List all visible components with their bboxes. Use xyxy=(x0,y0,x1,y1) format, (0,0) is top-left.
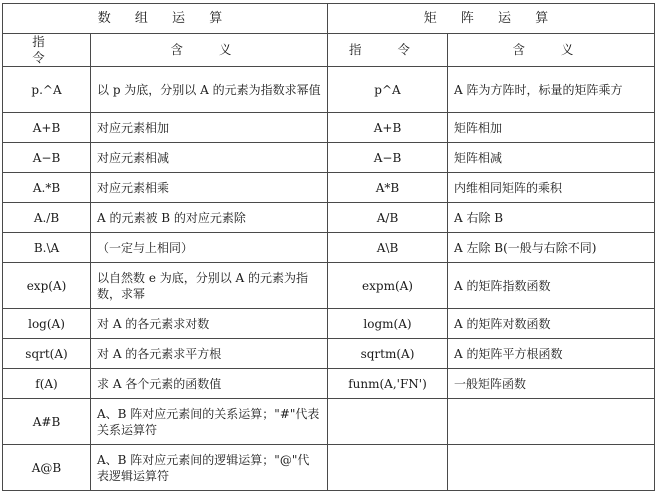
cell-command: f(A) xyxy=(3,369,91,399)
cell-meaning-2: 矩阵相减 xyxy=(448,143,655,173)
cell-command: A+B xyxy=(3,113,91,143)
cell-meaning-2: A 阵为方阵时，标量的矩阵乘方 xyxy=(448,67,655,113)
table-row xyxy=(3,173,655,203)
cell-meaning: 以 p 为底，分别以 A 的元素为指数求幂值 xyxy=(91,67,328,113)
cell-command: A#B xyxy=(3,399,91,445)
cell-command: A@B xyxy=(3,445,91,491)
group-header-row xyxy=(3,4,655,34)
cell-command-2: A*B xyxy=(328,173,448,203)
cell-command-2 xyxy=(328,399,448,445)
group-array-ops: 数 组 运 算 xyxy=(3,4,328,34)
cell-command-2 xyxy=(328,445,448,491)
operations-table xyxy=(2,3,655,491)
table-row xyxy=(3,233,655,263)
cell-meaning: 对应元素相乘 xyxy=(91,173,328,203)
cell-meaning-2: A 的矩阵平方根函数 xyxy=(448,339,655,369)
cell-command: p.^A xyxy=(3,67,91,113)
table-container xyxy=(2,3,655,491)
table-row xyxy=(3,445,655,491)
cell-meaning: 对 A 的各元素求平方根 xyxy=(91,339,328,369)
cell-command-2: p^A xyxy=(328,67,448,113)
cell-command-2: A/B xyxy=(328,203,448,233)
column-header-row xyxy=(3,34,655,67)
cell-meaning-2 xyxy=(448,445,655,491)
cell-command: exp(A) xyxy=(3,263,91,309)
cell-meaning: A 的元素被 B 的对应元素除 xyxy=(91,203,328,233)
table-row xyxy=(3,399,655,445)
cell-meaning-2 xyxy=(448,399,655,445)
cell-meaning-2: A 的矩阵指数函数 xyxy=(448,263,655,309)
column-meaning: 含 义 xyxy=(91,34,328,67)
cell-meaning-2: A 右除 B xyxy=(448,203,655,233)
cell-command: log(A) xyxy=(3,309,91,339)
cell-command: sqrt(A) xyxy=(3,339,91,369)
column-command-2: 指 令 xyxy=(328,34,448,67)
cell-meaning: 以自然数 e 为底，分别以 A 的元素为指数，求幂 xyxy=(91,263,328,309)
cell-meaning-2: A 的矩阵对数函数 xyxy=(448,309,655,339)
cell-command-2: A\B xyxy=(328,233,448,263)
cell-command: A./B xyxy=(3,203,91,233)
cell-meaning: A、B 阵对应元素间的关系运算；"#"代表关系运算符 xyxy=(91,399,328,445)
cell-meaning: A、B 阵对应元素间的逻辑运算；"@"代表逻辑运算符 xyxy=(91,445,328,491)
table-row xyxy=(3,143,655,173)
cell-meaning: （一定与上相同） xyxy=(91,233,328,263)
cell-command: A−B xyxy=(3,143,91,173)
cell-command-2: logm(A) xyxy=(328,309,448,339)
group-matrix-ops: 矩 阵 运 算 xyxy=(328,4,655,34)
column-meaning-2: 含 义 xyxy=(448,34,655,67)
cell-meaning: 对 A 的各元素求对数 xyxy=(91,309,328,339)
cell-meaning-2: 内维相同矩阵的乘积 xyxy=(448,173,655,203)
table-row xyxy=(3,67,655,113)
cell-command-2: expm(A) xyxy=(328,263,448,309)
cell-command-2: A+B xyxy=(328,113,448,143)
table-row xyxy=(3,203,655,233)
table-row xyxy=(3,113,655,143)
cell-command-2: funm(A,'FN') xyxy=(328,369,448,399)
cell-meaning: 对应元素相加 xyxy=(91,113,328,143)
cell-command: A.*B xyxy=(3,173,91,203)
table-row xyxy=(3,309,655,339)
cell-meaning-2: 一般矩阵函数 xyxy=(448,369,655,399)
table-row xyxy=(3,339,655,369)
cell-meaning: 对应元素相减 xyxy=(91,143,328,173)
column-command: 指 令 xyxy=(3,34,91,67)
cell-command-2: sqrtm(A) xyxy=(328,339,448,369)
cell-meaning: 求 A 各个元素的函数值 xyxy=(91,369,328,399)
cell-command: B.\A xyxy=(3,233,91,263)
table-row xyxy=(3,263,655,309)
table-row xyxy=(3,369,655,399)
cell-meaning-2: 矩阵相加 xyxy=(448,113,655,143)
cell-command-2: A−B xyxy=(328,143,448,173)
cell-meaning-2: A 左除 B(一般与右除不同) xyxy=(448,233,655,263)
